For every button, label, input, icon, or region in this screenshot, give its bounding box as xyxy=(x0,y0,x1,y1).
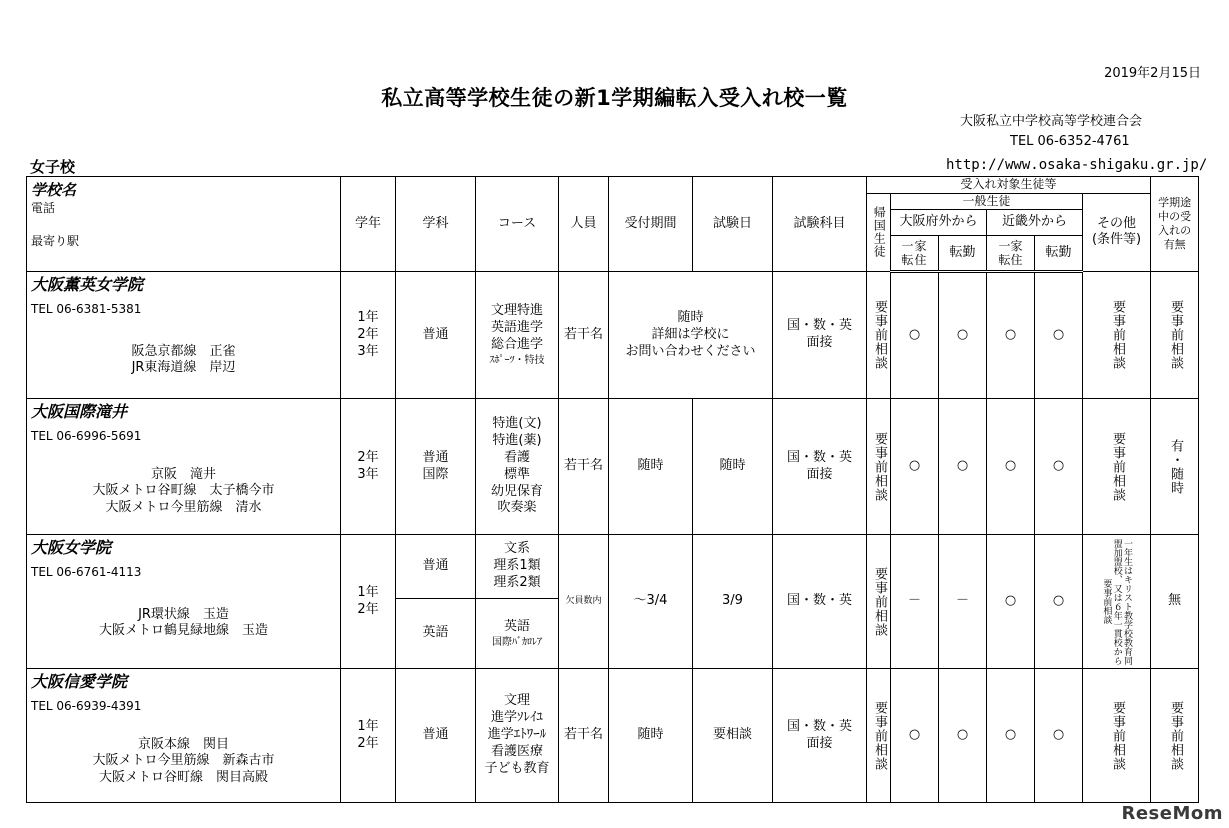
kinki-family-cell: ○ xyxy=(987,535,1035,669)
organization-phone: TEL 06-6352-4761 xyxy=(1010,134,1130,149)
osaka-job-cell: ○ xyxy=(939,272,987,399)
header-course: コース xyxy=(476,177,559,272)
returnee-cell: 要事前相談 xyxy=(867,669,891,803)
osaka-family-cell: ○ xyxy=(891,272,939,399)
kinki-job-cell: ○ xyxy=(1035,669,1083,803)
kinki-job-cell: ○ xyxy=(1035,272,1083,399)
department-cell: 普通 xyxy=(396,535,476,599)
grade-cell: 1年 2年 xyxy=(341,535,396,669)
period-cell: 随時 xyxy=(609,399,693,535)
header-kinki-job: 転勤 xyxy=(1035,236,1083,272)
school-name: 大阪薫英女学院 xyxy=(31,275,144,295)
returnee-cell: 要事前相談 xyxy=(867,535,891,669)
period-cell: ～3/4 xyxy=(609,535,693,669)
subjects-cell: 国・数・英 面接 xyxy=(773,272,867,399)
osaka-job-cell: － xyxy=(939,535,987,669)
school-category: 女子校 xyxy=(30,158,76,176)
exam-date-cell: 3/9 xyxy=(693,535,773,669)
school-table xyxy=(26,176,1199,803)
header-grade: 学年 xyxy=(341,177,396,272)
kinki-family-cell: ○ xyxy=(987,272,1035,399)
osaka-job-cell: ○ xyxy=(939,399,987,535)
quota-cell: 若干名 xyxy=(559,272,609,399)
school-name: 大阪国際滝井 xyxy=(31,402,128,422)
school-phone: TEL 06-6761-4113 xyxy=(31,564,142,579)
course-cell: 文理特進 英語進学 総合進学 ｽﾎﾟｰﾂ・特技 xyxy=(476,272,559,399)
header-midterm: 学期途 中の受 入れの 有無 xyxy=(1151,177,1199,272)
subjects-cell: 国・数・英 面接 xyxy=(773,669,867,803)
header-exam-date: 試験日 xyxy=(693,177,773,272)
organization-name: 大阪私立中学校高等学校連合会 xyxy=(960,114,1143,129)
school-stations: 京阪本線 関目 大阪メトロ今里筋線 新森古市 大阪メトロ谷町線 関目高殿 xyxy=(92,736,275,786)
department-cell: 普通 xyxy=(396,272,476,399)
grade-cell: 1年 2年 xyxy=(341,669,396,803)
midterm-cell: 有・随時 xyxy=(1151,399,1199,535)
header-other: その他 (条件等) xyxy=(1083,193,1151,272)
header-subjects: 試験科目 xyxy=(773,177,867,272)
header-period: 受付期間 xyxy=(609,177,693,272)
table-row xyxy=(27,669,1199,803)
kinki-family-cell: ○ xyxy=(987,399,1035,535)
school-stations: 京阪 滝井 大阪メトロ谷町線 太子橋今市 大阪メトロ今里筋線 清水 xyxy=(92,466,275,516)
header-returnee: 帰国生徒 xyxy=(867,193,891,272)
course-cell: 英語 国際ﾊﾞｶﾛﾚｱ xyxy=(476,599,559,669)
kinki-job-cell: ○ xyxy=(1035,535,1083,669)
header-eligible: 受入れ対象生徒等 xyxy=(867,177,1151,194)
header-school-info xyxy=(27,177,341,272)
table-row xyxy=(27,535,1199,599)
school-info xyxy=(27,272,341,399)
header-outside-kinki: 近畿外から xyxy=(987,210,1083,236)
other-cell: 要事前相談 xyxy=(1083,669,1151,803)
midterm-cell: 無 xyxy=(1151,535,1199,669)
header-phone: 電話 xyxy=(31,200,56,215)
header-school-name: 学校名 xyxy=(31,181,77,199)
table-row xyxy=(27,272,1199,399)
grade-cell: 1年 2年 3年 xyxy=(341,272,396,399)
osaka-family-cell: ○ xyxy=(891,399,939,535)
school-info xyxy=(27,535,341,669)
osaka-job-cell: ○ xyxy=(939,669,987,803)
returnee-cell: 要事前相談 xyxy=(867,272,891,399)
exam-date-cell: 随時 xyxy=(693,399,773,535)
header-general: 一般生徒 xyxy=(891,193,1083,210)
midterm-cell: 要事前相談 xyxy=(1151,272,1199,399)
table-row xyxy=(27,399,1199,535)
header-outside-osaka: 大阪府外から xyxy=(891,210,987,236)
header-quota: 人員 xyxy=(559,177,609,272)
kinki-family-cell: ○ xyxy=(987,669,1035,803)
course-cell: 文理 進学ｿﾚｲﾕ 進学ｴﾄﾜｰﾙ 看護医療 子ども教育 xyxy=(476,669,559,803)
document-date: 2019年2月15日 xyxy=(1104,66,1201,81)
kinki-job-cell: ○ xyxy=(1035,399,1083,535)
school-phone: TEL 06-6381-5381 xyxy=(31,301,142,316)
school-info xyxy=(27,399,341,535)
organization-url[interactable]: http://www.osaka-shigaku.gr.jp/ xyxy=(946,157,1208,173)
grade-cell: 2年 3年 xyxy=(341,399,396,535)
period-cell: 随時 xyxy=(609,669,693,803)
department-cell: 普通 xyxy=(396,669,476,803)
other-cell: 要事前相談 xyxy=(1083,272,1151,399)
course-cell: 特進(文) 特進(薬) 看護 標準 幼児保育 吹奏楽 xyxy=(476,399,559,535)
department-cell: 普通 国際 xyxy=(396,399,476,535)
school-name: 大阪信愛学院 xyxy=(31,672,128,692)
department-cell: 英語 xyxy=(396,599,476,669)
other-cell: 一年生はキリスト教学校教育同盟加盟校、又は６年一貫校から要事前相談 xyxy=(1083,535,1151,669)
school-name: 大阪女学院 xyxy=(31,538,112,558)
document-title: 私立高等学校生徒の新1学期編転入受入れ校一覧 xyxy=(381,86,848,110)
school-phone: TEL 06-6996-5691 xyxy=(31,428,142,443)
school-stations: JR環状線 玉造 大阪メトロ鶴見緑地線 玉造 xyxy=(98,606,268,639)
exam-date-cell: 要相談 xyxy=(693,669,773,803)
osaka-family-cell: ○ xyxy=(891,669,939,803)
osaka-family-cell: － xyxy=(891,535,939,669)
quota-cell: 若干名 xyxy=(559,669,609,803)
returnee-cell: 要事前相談 xyxy=(867,399,891,535)
resemom-logo: ReseMom xyxy=(1121,803,1223,824)
midterm-cell: 要事前相談 xyxy=(1151,669,1199,803)
header-osaka-job: 転勤 xyxy=(939,236,987,272)
quota-cell: 若干名 xyxy=(559,399,609,535)
header-osaka-family: 一家転住 xyxy=(891,236,939,272)
other-cell: 要事前相談 xyxy=(1083,399,1151,535)
school-phone: TEL 06-6939-4391 xyxy=(31,698,142,713)
school-info xyxy=(27,669,341,803)
period-exam-cell: 随時 詳細は学校に お問い合わせください xyxy=(609,272,773,399)
header-station: 最寄り駅 xyxy=(31,234,80,249)
header-department: 学科 xyxy=(396,177,476,272)
header-kinki-family: 一家転住 xyxy=(987,236,1035,272)
course-cell: 文系 理系1類 理系2類 xyxy=(476,535,559,599)
subjects-cell: 国・数・英 面接 xyxy=(773,399,867,535)
school-stations: 阪急京都線 正雀 JR東海道線 岸辺 xyxy=(131,343,236,376)
subjects-cell: 国・数・英 xyxy=(773,535,867,669)
quota-cell: 欠員数内 xyxy=(559,535,609,669)
